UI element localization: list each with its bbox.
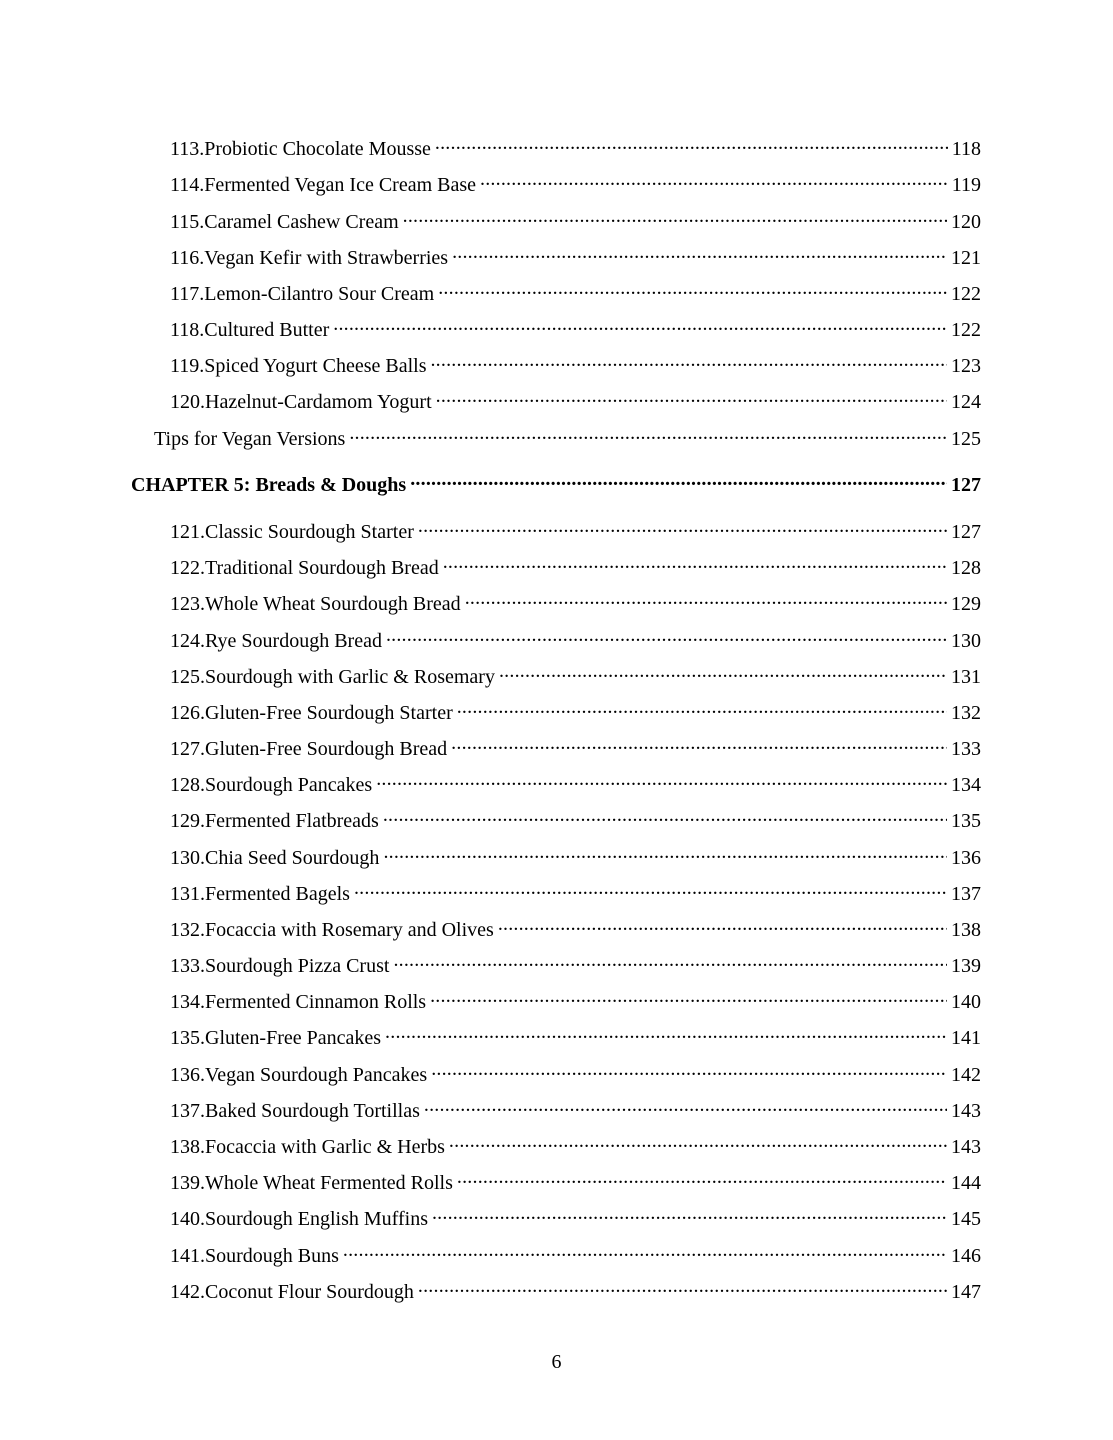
entry-title: Coconut Flour Sourdough (205, 1281, 414, 1303)
dot-leader (403, 204, 947, 228)
entry-number: 129. (170, 810, 205, 832)
entry-page: 127 (951, 521, 981, 543)
toc-entry[interactable] (170, 240, 981, 270)
toc-entry[interactable] (170, 514, 981, 544)
dot-leader (432, 1201, 947, 1225)
entry-title: Vegan Kefir with Strawberries (204, 247, 449, 269)
dot-leader (430, 348, 947, 372)
dot-leader (418, 1274, 947, 1298)
entry-page: 142 (951, 1064, 981, 1086)
entry-number: 127. (170, 738, 205, 760)
entry-title: Hazelnut-Cardamom Yogurt (205, 391, 432, 413)
entry-page: 143 (951, 1136, 981, 1158)
entry-title: Fermented Bagels (205, 883, 350, 905)
toc-entry[interactable] (170, 1057, 981, 1087)
toc-entry[interactable] (170, 204, 981, 234)
dot-leader (431, 1057, 947, 1081)
entry-number: 133. (170, 955, 205, 977)
toc-entry[interactable] (170, 695, 981, 725)
dot-leader (386, 623, 947, 647)
toc-entry[interactable] (170, 1020, 981, 1050)
toc-tips-entry[interactable] (154, 421, 981, 451)
toc-entry[interactable] (170, 1165, 981, 1195)
dot-leader (435, 131, 948, 155)
entry-page: 133 (951, 738, 981, 760)
dot-leader (393, 948, 947, 972)
entry-page: 119 (951, 174, 981, 196)
entry-title: Gluten-Free Sourdough Bread (205, 738, 448, 760)
entry-number: 121. (170, 521, 205, 543)
page-number: 6 (551, 1351, 562, 1373)
entry-number: 116. (170, 247, 205, 269)
entry-title: Fermented Vegan Ice Cream Base (204, 174, 477, 196)
entry-number: 126. (170, 702, 205, 724)
entry-number: 125. (170, 666, 205, 688)
entry-title: Vegan Sourdough Pancakes (205, 1064, 428, 1086)
dot-leader (457, 695, 947, 719)
entry-number: 120. (170, 391, 205, 413)
dot-leader (410, 467, 947, 491)
chapter-page: 127 (951, 474, 981, 496)
entry-page: 143 (951, 1100, 981, 1122)
toc-entry[interactable] (170, 1093, 981, 1123)
entry-number: 114. (170, 174, 205, 196)
dot-leader (480, 167, 948, 191)
toc-entry[interactable] (170, 659, 981, 689)
toc-entry[interactable] (170, 803, 981, 833)
entry-page: 122 (951, 283, 981, 305)
entry-page: 132 (951, 702, 981, 724)
entry-title: Fermented Cinnamon Rolls (205, 991, 427, 1013)
entry-title: Whole Wheat Fermented Rolls (205, 1172, 453, 1194)
entry-number: 131. (170, 883, 205, 905)
dot-leader (465, 586, 947, 610)
toc-entry[interactable] (170, 1274, 981, 1304)
toc-entry[interactable] (170, 840, 981, 870)
toc-entry[interactable] (170, 276, 981, 306)
dot-leader (438, 276, 947, 300)
entry-title: Cultured Butter (204, 319, 330, 341)
toc-entry[interactable] (170, 384, 981, 414)
entry-title: Sourdough Pancakes (205, 774, 373, 796)
entry-title: Baked Sourdough Tortillas (205, 1100, 420, 1122)
entry-number: 138. (170, 1136, 205, 1158)
entry-number: 140. (170, 1208, 205, 1230)
entry-title: Classic Sourdough Starter (205, 521, 414, 543)
entry-page: 141 (951, 1027, 981, 1049)
tips-page: 125 (951, 428, 981, 450)
dot-leader (383, 803, 947, 827)
entry-title: Spiced Yogurt Cheese Balls (204, 355, 427, 377)
entry-page: 120 (951, 211, 981, 233)
entry-page: 138 (951, 919, 981, 941)
entry-title: Traditional Sourdough Bread (205, 557, 439, 579)
entry-page: 123 (951, 355, 981, 377)
entry-number: 137. (170, 1100, 205, 1122)
entry-number: 124. (170, 630, 205, 652)
chapter-title: CHAPTER 5: Breads & Doughs (131, 474, 407, 496)
entry-page: 118 (951, 138, 981, 160)
entry-page: 122 (951, 319, 981, 341)
entry-page: 146 (951, 1245, 981, 1267)
toc-entry[interactable] (170, 984, 981, 1014)
toc-entry[interactable] (170, 948, 981, 978)
entry-page: 140 (951, 991, 981, 1013)
dot-leader (443, 550, 947, 574)
entry-title: Rye Sourdough Bread (205, 630, 382, 652)
dot-leader (343, 1238, 947, 1262)
toc-entry[interactable] (170, 131, 981, 161)
toc-entry[interactable] (170, 348, 981, 378)
entry-title: Whole Wheat Sourdough Bread (205, 593, 461, 615)
entry-page: 136 (951, 847, 981, 869)
toc-entry[interactable] (170, 586, 981, 616)
dot-leader (498, 912, 947, 936)
entry-number: 139. (170, 1172, 205, 1194)
entry-page: 145 (951, 1208, 981, 1230)
toc-entry[interactable] (170, 1201, 981, 1231)
dot-leader (385, 1020, 947, 1044)
dot-leader (418, 514, 947, 538)
dot-leader (383, 840, 947, 864)
entry-page: 137 (951, 883, 981, 905)
entry-title: Focaccia with Garlic & Herbs (205, 1136, 445, 1158)
entry-page: 134 (951, 774, 981, 796)
entry-page: 131 (951, 666, 981, 688)
entry-number: 113. (170, 138, 205, 160)
entry-number: 115. (170, 211, 205, 233)
entry-page: 121 (951, 247, 981, 269)
entry-number: 117. (170, 283, 205, 305)
entry-page: 147 (951, 1281, 981, 1303)
entry-title: Gluten-Free Pancakes (205, 1027, 382, 1049)
entry-number: 134. (170, 991, 205, 1013)
toc-entry[interactable] (170, 912, 981, 942)
entry-title: Fermented Flatbreads (205, 810, 379, 832)
toc-entry[interactable] (170, 876, 981, 906)
dot-leader (436, 384, 947, 408)
toc-entry[interactable] (170, 312, 981, 342)
dot-leader (349, 421, 947, 445)
entry-number: 119. (170, 355, 205, 377)
entry-page: 128 (951, 557, 981, 579)
entry-title: Sourdough Buns (205, 1245, 339, 1267)
toc-entry[interactable] (170, 1129, 981, 1159)
toc-entry[interactable] (170, 623, 981, 653)
dot-leader (424, 1093, 947, 1117)
entry-page: 129 (951, 593, 981, 615)
entry-page: 124 (951, 391, 981, 413)
entry-page: 144 (951, 1172, 981, 1194)
entry-title: Caramel Cashew Cream (204, 211, 399, 233)
entry-number: 136. (170, 1064, 205, 1086)
dot-leader (499, 659, 947, 683)
entry-number: 128. (170, 774, 205, 796)
entry-number: 141. (170, 1245, 205, 1267)
tips-title: Tips for Vegan Versions (154, 428, 346, 450)
toc-chapter-entry[interactable] (131, 467, 981, 497)
toc-entry[interactable] (170, 767, 981, 797)
entry-number: 132. (170, 919, 205, 941)
entry-page: 130 (951, 630, 981, 652)
entry-title: Focaccia with Rosemary and Olives (205, 919, 494, 941)
entry-title: Probiotic Chocolate Mousse (204, 138, 431, 160)
toc-entry[interactable] (170, 167, 981, 197)
toc-entry[interactable] (170, 550, 981, 580)
dot-leader (333, 312, 947, 336)
dot-leader (457, 1165, 947, 1189)
dot-leader (376, 767, 947, 791)
entry-title: Gluten-Free Sourdough Starter (205, 702, 453, 724)
dot-leader (449, 1129, 947, 1153)
entry-page: 135 (951, 810, 981, 832)
entry-title: Lemon-Cilantro Sour Cream (204, 283, 435, 305)
toc-entry[interactable] (170, 731, 981, 761)
entry-page: 139 (951, 955, 981, 977)
entry-number: 142. (170, 1281, 205, 1303)
entry-number: 122. (170, 557, 205, 579)
toc-entry[interactable] (170, 1238, 981, 1268)
entry-title: Sourdough English Muffins (205, 1208, 428, 1230)
dot-leader (354, 876, 947, 900)
dot-leader (430, 984, 947, 1008)
dot-leader (451, 731, 947, 755)
entry-title: Chia Seed Sourdough (205, 847, 380, 869)
dot-leader (452, 240, 947, 264)
entry-title: Sourdough with Garlic & Rosemary (205, 666, 495, 688)
entry-number: 130. (170, 847, 205, 869)
entry-number: 135. (170, 1027, 205, 1049)
entry-number: 118. (170, 319, 205, 341)
entry-number: 123. (170, 593, 205, 615)
entry-title: Sourdough Pizza Crust (205, 955, 390, 977)
